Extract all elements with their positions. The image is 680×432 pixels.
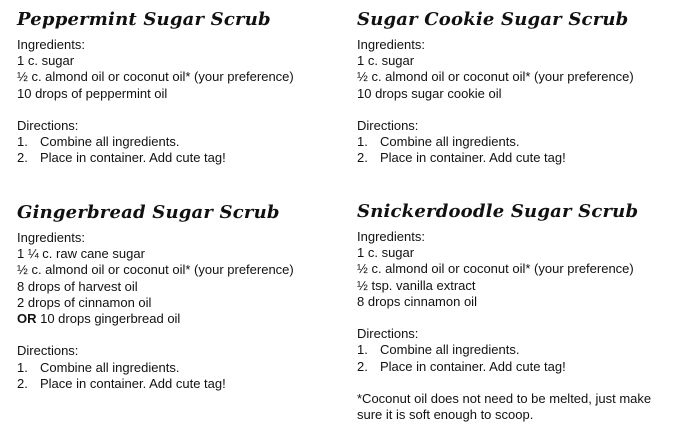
spacer — [357, 102, 677, 118]
ingredient-item: ½ c. almond oil or coconut oil* (your preference) — [17, 69, 294, 85]
step-number: 2. — [357, 150, 368, 166]
direction-step — [17, 360, 337, 376]
step-text: Place in container. Add cute tag! — [380, 150, 566, 166]
step-text: Place in container. Add cute tag! — [380, 358, 566, 374]
directions-label: Directions: — [17, 343, 79, 359]
step-number: 1. — [357, 134, 368, 150]
recipe-sugar-cookie — [357, 8, 677, 167]
ingredient-alternative — [17, 311, 337, 327]
ingredients-label: Ingredients: — [17, 37, 85, 52]
directions-label: Directions: — [17, 117, 79, 133]
ingredients-label: Ingredients: — [357, 229, 425, 244]
direction-step — [17, 376, 337, 392]
ingredient-item: 1 c. sugar — [357, 245, 415, 261]
ingredient-item: 1 c. sugar — [357, 53, 415, 69]
direction-step — [357, 150, 677, 166]
ingredient-item: 1 c. sugar — [17, 53, 75, 69]
ingredient-item: 10 drops of peppermint oil — [17, 85, 168, 101]
step-number: 2. — [17, 375, 28, 391]
ingredient-item: ½ c. almond oil or coconut oil* (your preference) — [17, 262, 294, 278]
step-text: Combine all ingredients. — [40, 359, 180, 375]
step-number: 1. — [17, 359, 28, 375]
spacer — [17, 102, 337, 118]
ingredient-item: 8 drops of harvest oil — [17, 278, 138, 294]
step-text: Combine all ingredients. — [380, 342, 520, 358]
step-number: 1. — [357, 342, 368, 358]
recipe-snickerdoodle — [357, 200, 677, 423]
step-number: 1. — [17, 134, 28, 150]
recipe-title: Gingerbread Sugar Scrub — [17, 202, 280, 223]
ingredient-item: 2 drops of cinnamon oil — [17, 294, 152, 310]
ingredients-label: Ingredients: — [17, 230, 85, 245]
ingredient-item: ½ tsp. vanilla extract — [357, 277, 476, 293]
recipe-title: Snickerdoodle Sugar Scrub — [357, 201, 639, 222]
ingredient-item: ½ c. almond oil or coconut oil* (your preference) — [357, 69, 634, 85]
step-text: Combine all ingredients. — [40, 134, 180, 150]
recipe-gingerbread — [17, 201, 337, 392]
or-word: OR — [17, 310, 37, 326]
alternative-text: 10 drops gingerbread oil — [36, 310, 181, 326]
step-text: Place in container. Add cute tag! — [40, 375, 226, 391]
ingredient-item: 1 ¼ c. raw cane sugar — [17, 246, 145, 262]
step-text: Place in container. Add cute tag! — [40, 150, 226, 166]
ingredients-label: Ingredients: — [357, 37, 425, 52]
directions-label: Directions: — [357, 326, 419, 342]
spacer — [357, 310, 677, 326]
coconut-oil-note: *Coconut oil does not need to be melted, just make sure it is soft enough to scoop. — [357, 390, 652, 422]
direction-step — [357, 134, 677, 150]
step-number: 2. — [17, 150, 28, 166]
ingredient-item: 10 drops sugar cookie oil — [357, 85, 502, 101]
direction-step — [357, 359, 677, 375]
spacer — [17, 327, 337, 343]
recipe-peppermint — [17, 8, 337, 167]
direction-step — [17, 150, 337, 166]
recipe-title: Peppermint Sugar Scrub — [17, 9, 271, 30]
ingredient-item: 8 drops cinnamon oil — [357, 293, 477, 309]
direction-step — [17, 134, 337, 150]
step-text: Combine all ingredients. — [380, 134, 520, 150]
directions-label: Directions: — [357, 117, 419, 133]
ingredient-item: ½ c. almond oil or coconut oil* (your preference) — [357, 261, 634, 277]
direction-step — [357, 342, 677, 358]
step-number: 2. — [357, 358, 368, 374]
recipe-title: Sugar Cookie Sugar Scrub — [357, 9, 629, 30]
